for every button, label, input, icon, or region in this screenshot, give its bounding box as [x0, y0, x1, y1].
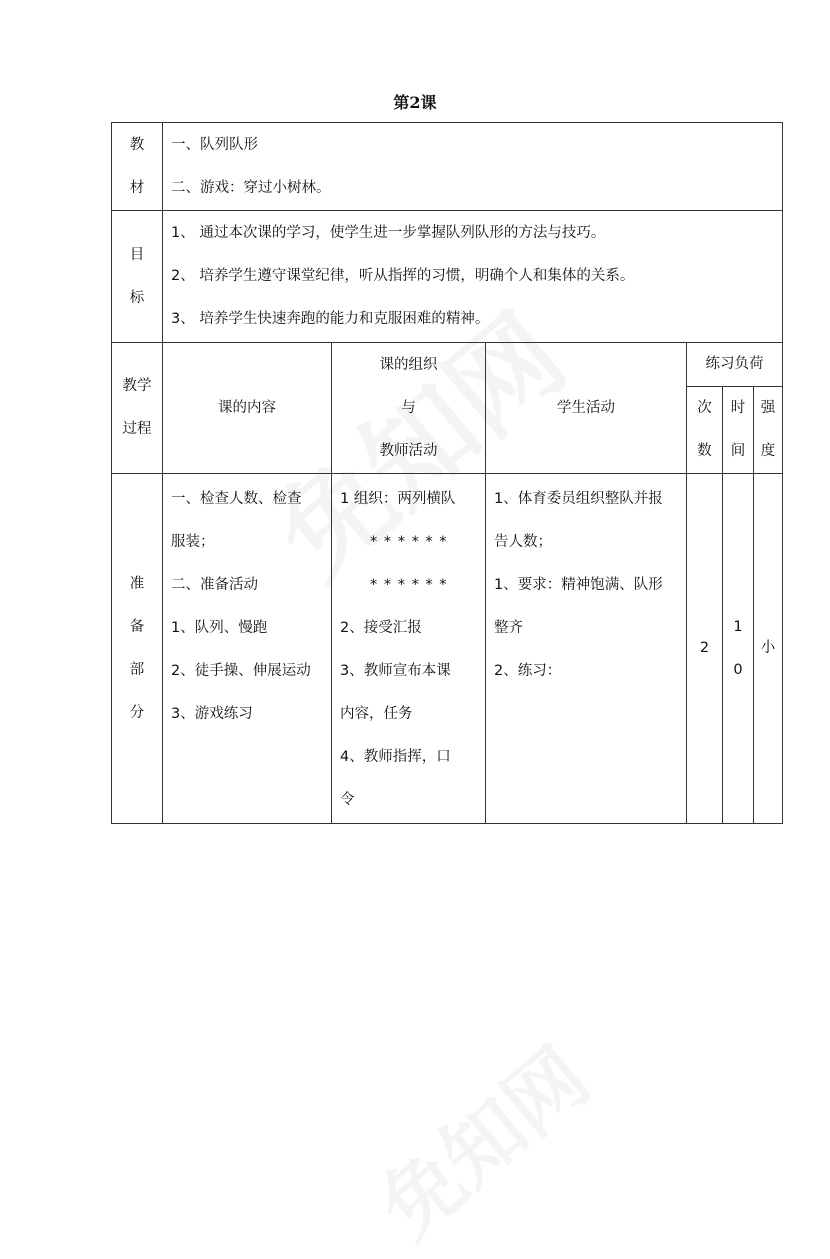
duration-header: 时 间	[723, 387, 754, 474]
materials-item: 一、队列队形	[171, 136, 258, 153]
content-line: 服装；	[171, 534, 215, 550]
student-line: 1、要求：精神饱满、队形	[494, 577, 663, 593]
times-header: 次 数	[687, 387, 723, 474]
content-line: 一、检查人数、检查	[171, 491, 302, 507]
organization-line: 内容，任务	[340, 706, 413, 722]
materials-label: 教 材	[112, 123, 163, 211]
process-header: 教学 过程	[112, 343, 163, 474]
materials-item: 二、游戏：穿过小树林。	[171, 179, 331, 196]
materials-row	[112, 123, 783, 211]
prep-row	[112, 474, 783, 824]
prep-times: 2	[687, 474, 723, 824]
goal-item: 2、 培养学生遵守课堂纪律，听从指挥的习惯，明确个人和集体的关系。	[171, 268, 635, 284]
student-line: 告人数；	[494, 534, 552, 550]
prep-label: 准 备 部 分	[112, 474, 163, 824]
goals-content	[163, 211, 783, 343]
header-row	[112, 343, 783, 387]
organization-line: 3、教师宣布本课	[340, 663, 451, 679]
formation-row: * * * * * *	[370, 534, 448, 550]
student-line: 整齐	[494, 620, 523, 636]
content-line: 1、队列、慢跑	[171, 620, 268, 636]
organization-header: 课的组织 与 教师活动	[332, 343, 486, 474]
student-line: 1、体育委员组织整队并报	[494, 491, 663, 507]
organization-line: 2、接受汇报	[340, 620, 422, 636]
page-title: 第2课	[393, 93, 437, 112]
prep-content	[163, 474, 332, 824]
student-line: 2、练习：	[494, 663, 562, 679]
formation-row: * * * * * *	[370, 577, 448, 593]
prep-student-activity	[486, 474, 687, 824]
goal-item: 1、 通过本次课的学习，使学生进一步掌握队列队形的方法与技巧。	[171, 225, 606, 241]
prep-intensity: 小	[754, 474, 783, 824]
content-line: 二、准备活动	[171, 577, 258, 593]
content-header: 课的内容	[163, 343, 332, 474]
content-line: 2、徒手操、伸展运动	[171, 663, 311, 679]
organization-line: 令	[340, 792, 355, 808]
prep-organization	[332, 474, 486, 824]
organization-line: 1 组织：两列横队	[340, 491, 456, 507]
goal-item: 3、 培养学生快速奔跑的能力和克服困难的精神。	[171, 311, 490, 327]
student-activity-header: 学生活动	[486, 343, 687, 474]
load-header: 练习负荷	[687, 343, 783, 387]
intensity-header: 强 度	[754, 387, 783, 474]
lesson-plan-table	[111, 122, 783, 824]
goals-label: 目 标	[112, 211, 163, 343]
materials-content	[163, 123, 783, 211]
goals-row	[112, 211, 783, 343]
organization-line: 4、教师指挥，口	[340, 749, 451, 765]
prep-duration: 1 0	[723, 474, 754, 824]
watermark-lower	[351, 1016, 609, 1258]
content-line: 3、游戏练习	[171, 706, 253, 722]
